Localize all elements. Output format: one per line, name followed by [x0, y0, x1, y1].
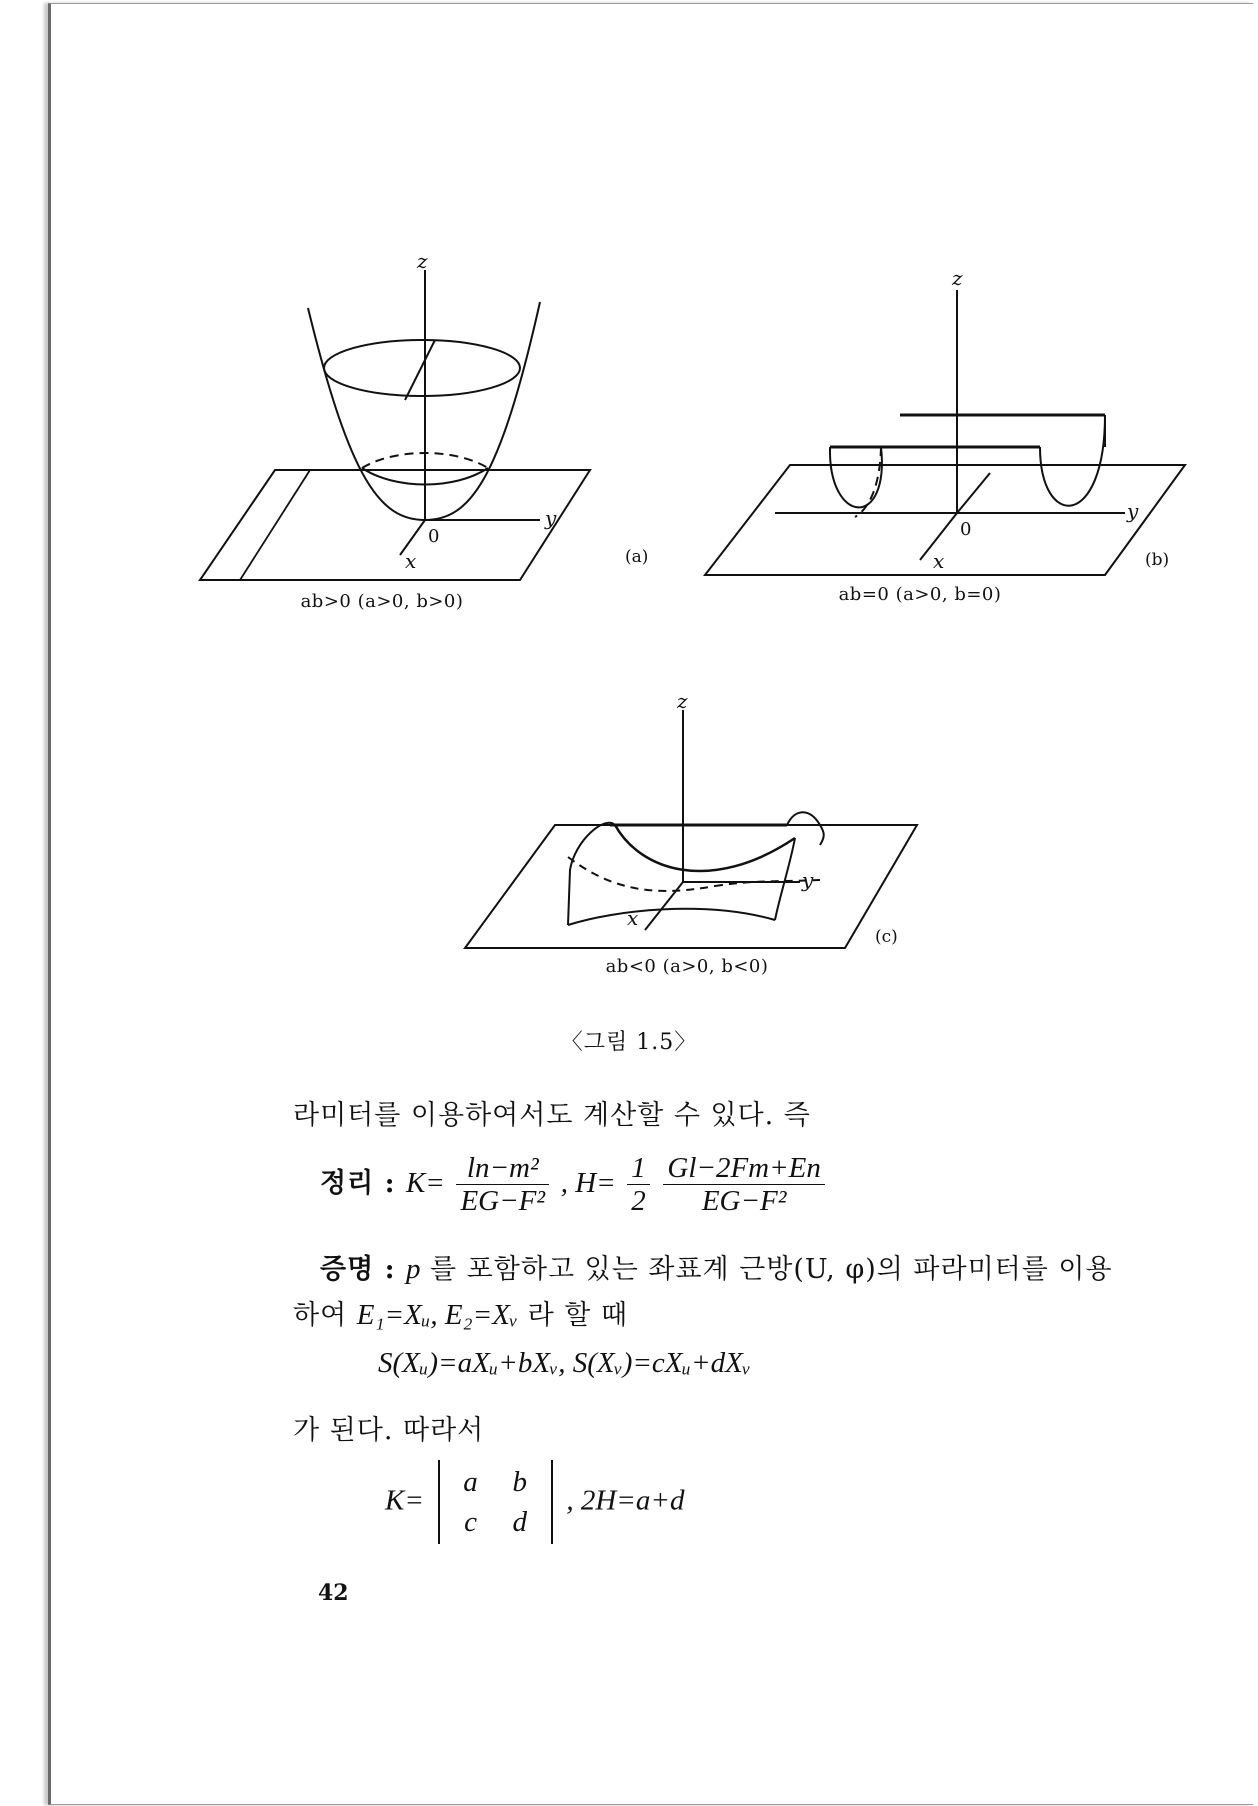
origin-label-b: 0 [960, 519, 972, 540]
determinant-d: d [512, 1506, 528, 1538]
proof-line-2-math: E₁=Xᵤ, E₂=Xᵥ [356, 1299, 519, 1331]
text-line-1: 라미터를 이용하여서도 계산할 수 있다. 즉 [293, 1100, 811, 1131]
final-equation [385, 1460, 684, 1544]
axis-x-label-a: x [405, 549, 417, 573]
determinant [438, 1460, 553, 1544]
theorem-half-fraction [627, 1152, 650, 1217]
determinant-c: c [464, 1506, 477, 1538]
proof-line-2-pre: 하여 [293, 1300, 357, 1331]
axis-y-label-c: y [802, 868, 814, 892]
saddle-left-arc [570, 823, 615, 870]
axis-z-label-c: z [677, 689, 688, 713]
theorem-h-numerator: Gl−2Fm+En [663, 1152, 825, 1185]
equation-s: S(Xᵤ)=aXᵤ+bXᵥ, S(Xᵥ)=cXᵤ+dXᵥ [378, 1347, 751, 1379]
determinant-b: b [512, 1466, 528, 1498]
axis-x-label-b: x [933, 549, 945, 573]
theorem-label: 정리 : [320, 1168, 406, 1199]
axis-z-label-a: z [417, 249, 428, 273]
final-k-lhs: K= [385, 1484, 424, 1517]
proof-line-2 [293, 1293, 628, 1332]
determinant-row-1 [450, 1462, 541, 1502]
theorem [320, 1152, 827, 1217]
plane-b [705, 465, 1185, 575]
final-rest: , 2H=a+d [566, 1484, 685, 1517]
x-axis-c [645, 882, 683, 930]
page-number: 42 [318, 1580, 349, 1606]
proof-line-1-rest: 를 포함하고 있는 좌표계 근방(U, φ)의 파라미터를 이용 [430, 1254, 1113, 1285]
figure-c-drawing [465, 690, 925, 990]
right-parabola [1040, 415, 1105, 506]
figure-a-drawing [200, 250, 680, 620]
plane-c [465, 825, 917, 948]
theorem-k-denominator: EG−F² [460, 1185, 546, 1217]
theorem-k-lhs: K= [405, 1167, 445, 1199]
axis-x-label-c: x [627, 906, 639, 930]
determinant-row-2 [450, 1502, 541, 1542]
plane-a [200, 470, 590, 580]
panel-label-a: (a) [625, 547, 649, 567]
text-line-then: 가 된다. 따라서 [293, 1415, 485, 1446]
determinant-a: a [463, 1466, 478, 1498]
panel-label-c: (c) [875, 927, 898, 947]
left-parabola [830, 447, 882, 507]
proof-line-1 [320, 1247, 1113, 1286]
theorem-h-lhs: H= [575, 1167, 616, 1199]
figure-a [200, 250, 680, 620]
theorem-half-denominator: 2 [631, 1185, 646, 1217]
origin-label-a: 0 [428, 526, 440, 547]
saddle-front-curve [615, 825, 795, 871]
figure-b-drawing [705, 255, 1185, 625]
panel-label-b: (b) [1145, 550, 1170, 570]
caption-a: ab>0 (a>0, b>0) [300, 591, 464, 612]
theorem-k-numerator: ln−m² [456, 1152, 549, 1185]
theorem-k-fraction [456, 1152, 549, 1217]
axis-y-label-a: y [545, 506, 557, 530]
caption-c: ab<0 (a>0, b<0) [605, 956, 769, 977]
theorem-sep: , [560, 1167, 576, 1199]
caption-b: ab=0 (a>0, b=0) [838, 584, 1002, 605]
figure-b [705, 255, 1185, 625]
figure-c [465, 690, 925, 990]
proof-line-2-post: 라 할 때 [527, 1300, 629, 1331]
axis-y-label-b: y [1127, 499, 1139, 523]
proof-p: p [405, 1253, 421, 1285]
theorem-half-numerator: 1 [627, 1152, 650, 1185]
proof-label: 증명 : [320, 1254, 406, 1285]
theorem-h-denominator: EG−F² [701, 1185, 787, 1217]
axis-z-label-b: z [952, 266, 963, 290]
theorem-h-fraction [663, 1152, 825, 1217]
figure-caption: 〈그림 1.5〉 [560, 1030, 698, 1055]
